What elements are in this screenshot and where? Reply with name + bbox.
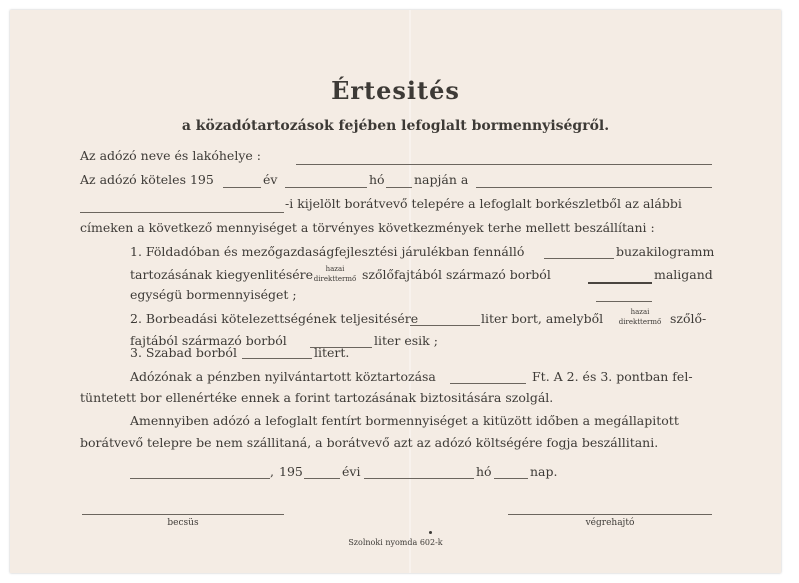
item2-hazai: hazai — [630, 308, 650, 316]
date-year-prefix: 195 — [279, 464, 303, 479]
bailiff-label: végrehajtó — [585, 518, 635, 528]
debt-amount-field[interactable] — [450, 383, 526, 384]
date-evi: évi — [342, 464, 361, 479]
para2-text-a: Amennyiben adózó a lefoglalt fentírt bormennyiséget a kitüzött időben a megállapitott — [130, 413, 679, 428]
day-field[interactable] — [386, 187, 412, 188]
obligation-year-label: Az adózó köteles 195 — [80, 172, 214, 187]
form-paper — [10, 10, 781, 573]
appraiser-label: becsüs — [167, 518, 199, 528]
para1-text-c: tüntetett bor ellenértéke ennek a forint tartozásának biztositására szolgál. — [80, 390, 554, 405]
item1-direkttermo: direkttermő — [313, 275, 357, 283]
wine-liter-field[interactable] — [410, 325, 480, 326]
item2-text-b: liter bort, amelyből — [481, 311, 604, 326]
item2-text-c: szőlő- — [670, 311, 707, 326]
item2-text-e: liter esik ; — [374, 333, 438, 348]
para2-text-b: borátvevő telepre be nem szállitaná, a borátvevő azt az adózó költségére fogja beszállitani. — [80, 435, 659, 450]
item1-hazai: hazai — [325, 265, 345, 273]
printer-mark: Szolnoki nyomda 602-k — [348, 538, 443, 547]
page-subtitle: a közadótartozások fejében lefoglalt bormennyiségről. — [181, 118, 610, 134]
wheat-kg-field[interactable] — [544, 258, 614, 259]
item3-text-b: litert. — [314, 345, 350, 360]
maligand-field[interactable] — [588, 282, 652, 284]
item1-text-a: 1. Földadóban és mezőgazdaságfejlesztési járulékban fennálló — [130, 244, 525, 259]
item1-text-d: szőlőfajtából származó borból — [362, 267, 551, 282]
free-wine-field[interactable] — [242, 358, 312, 359]
para1-text-a: Adózónak a pénzben nyilvántartott köztartozása — [130, 369, 436, 384]
date-comma: , — [270, 464, 274, 479]
taxpayer-name-label: Az adózó neve és lakóhelye : — [80, 148, 261, 163]
date-nap: nap. — [530, 464, 558, 479]
page-title: Értesités — [331, 76, 460, 105]
day-suffix: napján a — [414, 172, 469, 187]
receiver-line-text: -i kijelölt borátvevő telepére a lefoglalt borkészletből az alábbi — [285, 196, 682, 211]
appraiser-signature-field[interactable] — [82, 514, 284, 515]
date-year-field[interactable] — [304, 478, 340, 479]
year-suffix: év — [263, 172, 278, 187]
receiver-location-field[interactable] — [80, 212, 284, 213]
para1-text-b: Ft. A 2. és 3. pontban fel- — [532, 369, 693, 384]
bailiff-signature-field[interactable] — [508, 514, 712, 515]
date-place-field[interactable] — [130, 478, 270, 479]
month-suffix: hó — [369, 172, 385, 187]
item2-direkttermo: direkttermő — [618, 318, 662, 326]
date-ho: hó — [476, 464, 492, 479]
item1-text-e: maligand — [654, 267, 713, 282]
place-field[interactable] — [476, 187, 712, 188]
item2-text-d: fajtából származó borból — [130, 333, 287, 348]
month-field[interactable] — [285, 187, 367, 188]
item1-text-f: egységü bormennyiséget ; — [130, 287, 297, 302]
instruction-line: címeken a következő mennyiséget a törvényes következmények terhe mellett beszállítani : — [80, 220, 655, 235]
item1-text-b: buzakilogramm — [616, 244, 715, 259]
item3-text-a: 3. Szabad borból — [130, 345, 237, 360]
date-day-field[interactable] — [494, 478, 528, 479]
item1-extra-field[interactable] — [596, 301, 652, 302]
item2-text-a: 2. Borbeadási kötelezettségének teljesitésére — [130, 311, 419, 326]
taxpayer-name-field[interactable] — [296, 164, 712, 165]
item1-text-c: tartozásának kiegyenlitésére — [130, 267, 314, 282]
date-month-field[interactable] — [364, 478, 474, 479]
year-field[interactable] — [223, 187, 261, 188]
bullet-mark — [429, 531, 432, 534]
